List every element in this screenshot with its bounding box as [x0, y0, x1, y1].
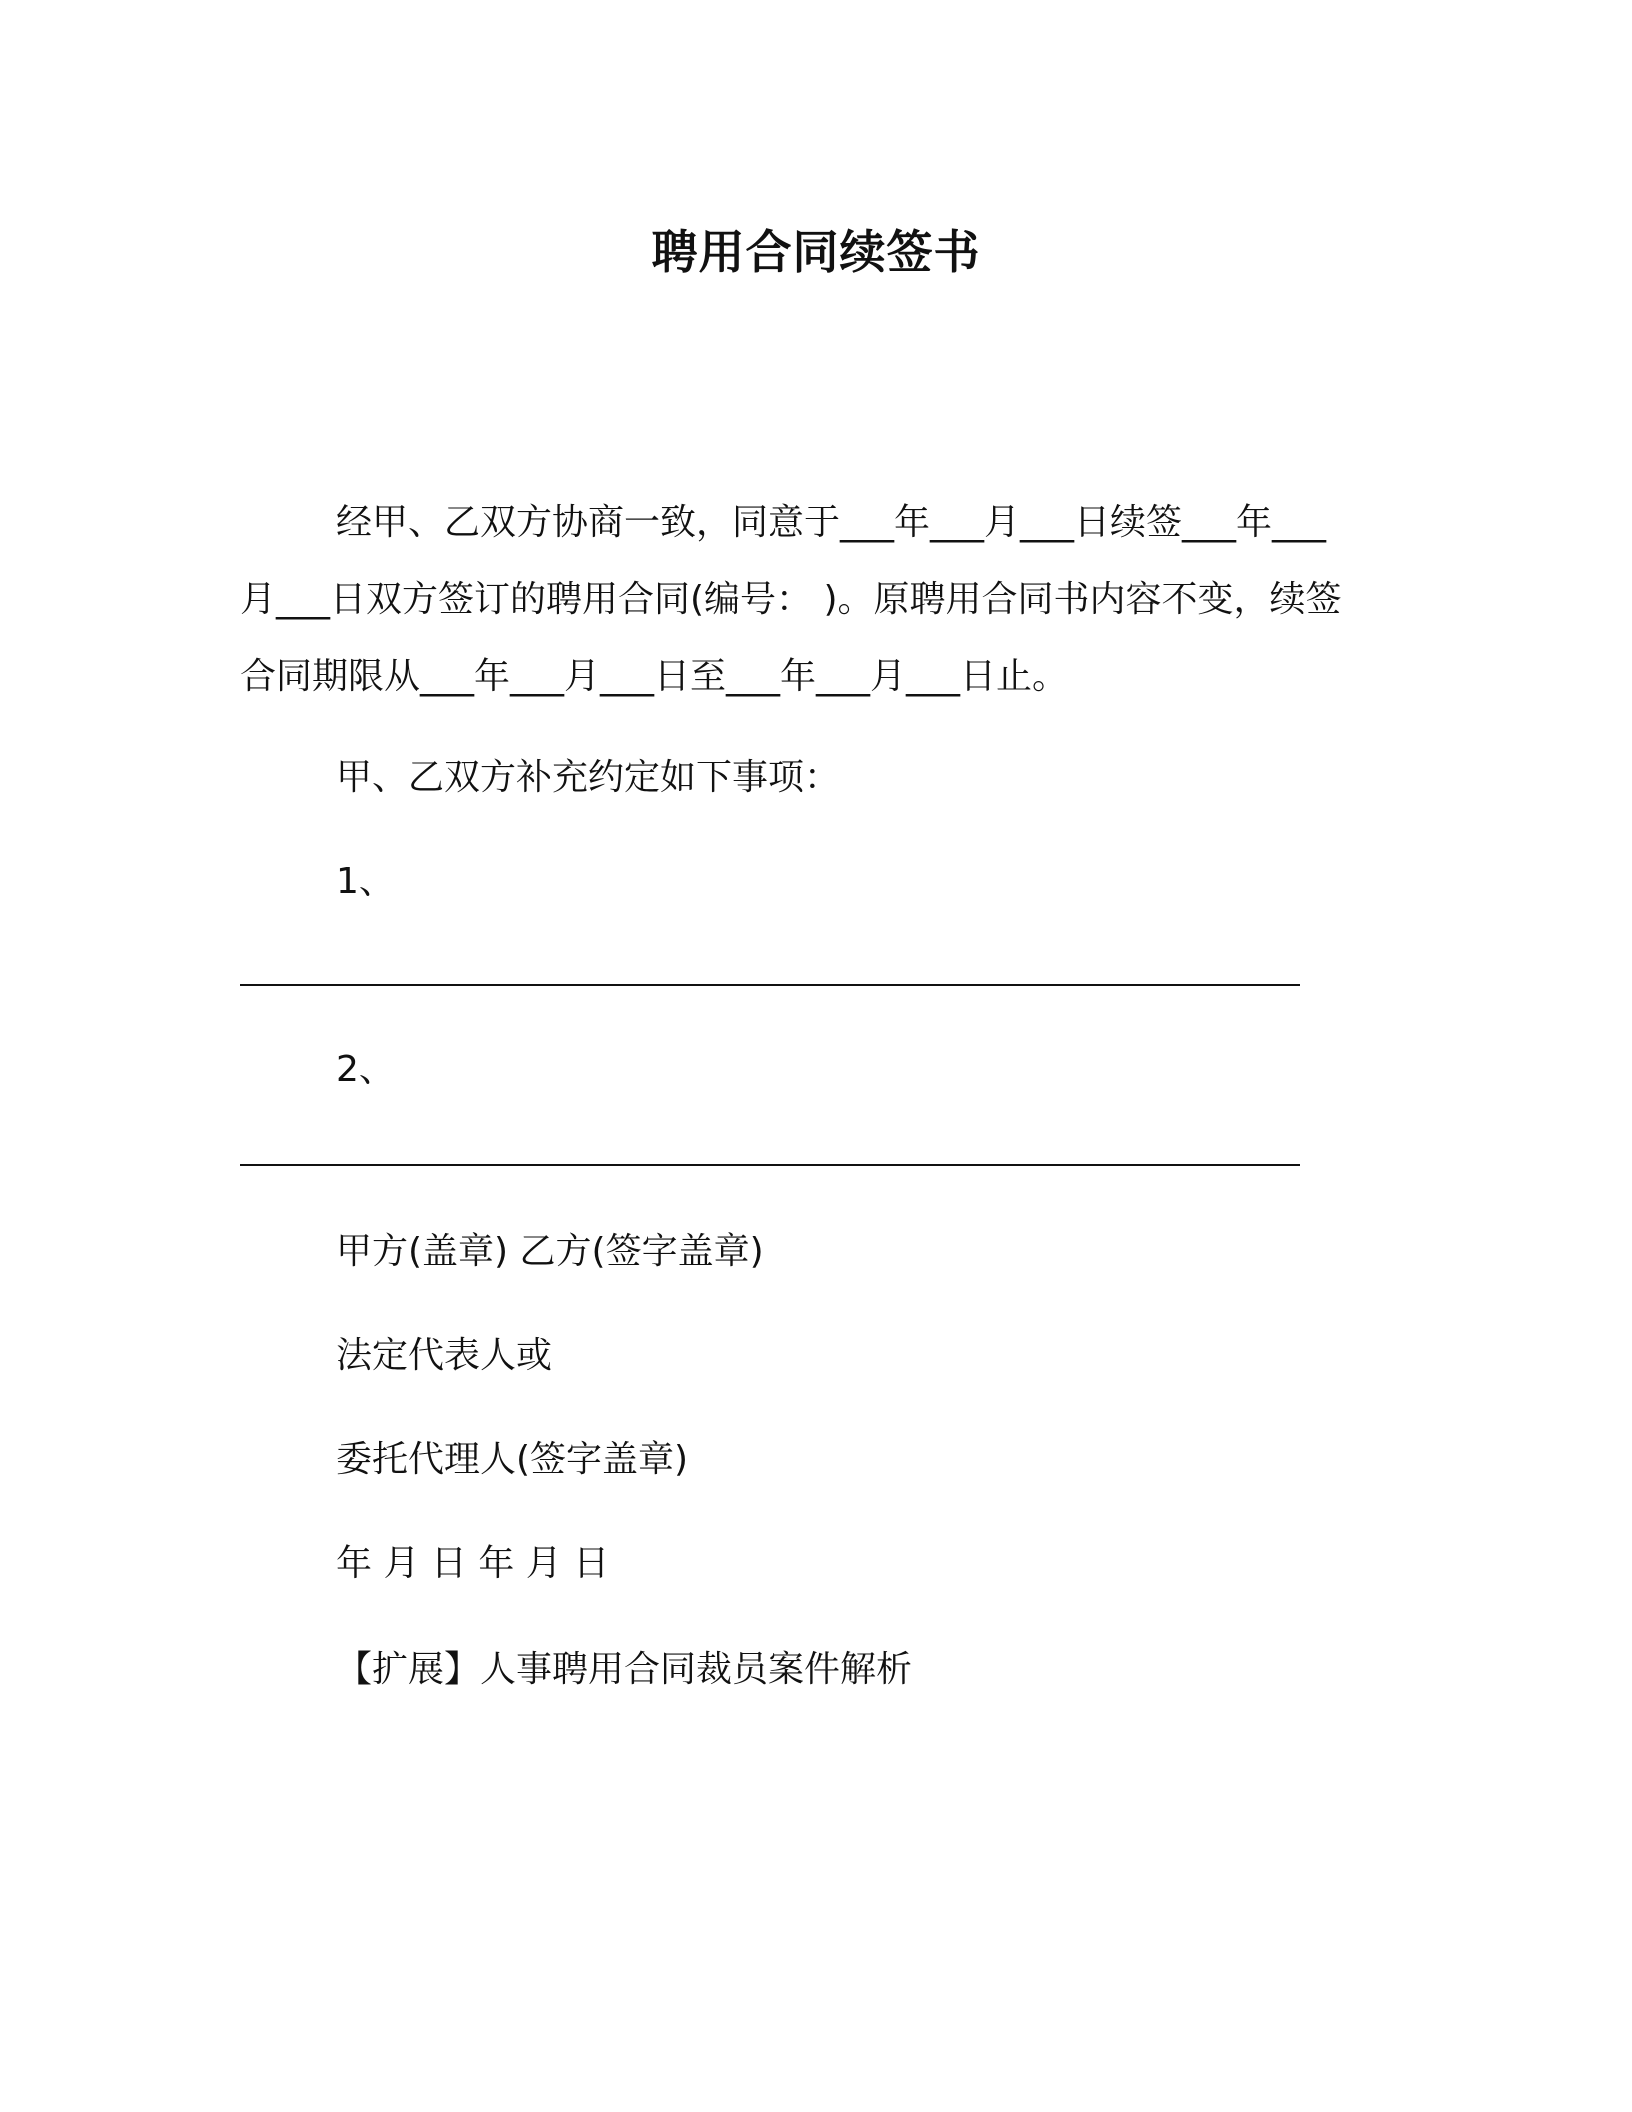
signature-agent: 委托代理人(签字盖章): [336, 1439, 689, 1480]
item-2-label: 2、: [336, 1049, 395, 1090]
supplement-heading: 甲、乙双方补充约定如下事项：: [336, 757, 841, 798]
item-1-label: 1、: [336, 861, 395, 902]
extension-link[interactable]: 【扩展】人事聘用合同裁员案件解析: [336, 1649, 913, 1690]
document-title: 聘用合同续签书: [651, 225, 981, 279]
intro-paragraph: 经甲、乙双方协商一致，同意于___年___月___日续签___年___月___日双方签订的聘用合同(编号： )。原聘用合同书内容不变，续签合同期限从___年___月___日至___年___月___日止。: [240, 502, 1342, 697]
signature-legal-rep: 法定代表人或: [336, 1335, 553, 1376]
item-2-blank-line: [240, 1164, 1300, 1166]
item-1-blank-line: [240, 984, 1300, 986]
signature-parties: 甲方(盖章) 乙方(签字盖章): [336, 1231, 764, 1272]
signature-dates: 年 月 日 年 月 日: [336, 1543, 610, 1584]
